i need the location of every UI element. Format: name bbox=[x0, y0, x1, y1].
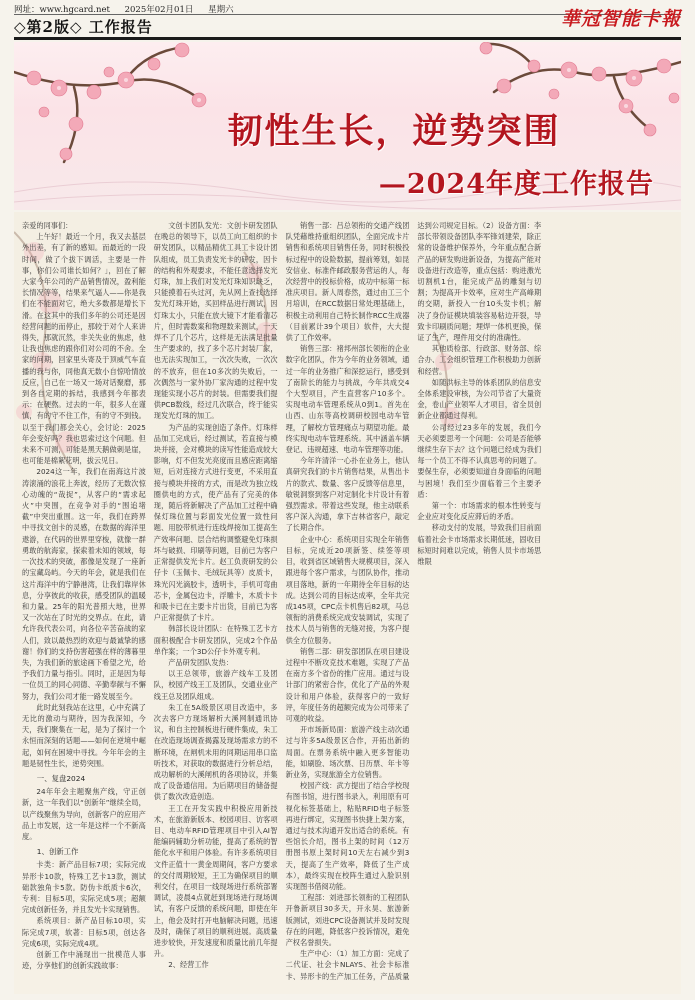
paragraph: 如随洪标主导的体系团队的信息安全体系建设审核，为公司节省了大量资金，卷山产业领军人才项目，省全员创新企业都通过得利。 bbox=[417, 377, 542, 421]
paragraph: 王工在开发实践中积极应用新技术，在旅游新版本、校园项目、访客项目、电动车RFID管理项目中引入AI智能编码辅助分析功能，提高了系统的智能化水平和用户体验。有许多系统项目文件正值十一黄金周期间，客户方要求的交付周期较短，王工为确保项目的顺利交付，在项目一线现场进行系统部署调试，凌晨4点就赶到现场进行现场调试，有客户反馈的系统问题，即使在年上，他会及时打开电脑解决问题，迅速及时，确保了项目的顺利进展。高质量进步较快，开发速度和质量比前几年提升。 bbox=[153, 803, 278, 959]
header-bottom-rule bbox=[14, 37, 681, 40]
paragraph: 24年年会主题聚焦产线，守正创新，这一年我们以“创新年”继续全局，以产线聚焦为导向，创新客户的应用产品上市发展，这一年是这样一个不新高度。 bbox=[22, 787, 146, 841]
paragraph: 上午好！最近一个月，我又去基层外出差，有了新的感知。而最近的一段时间，做了个拔下调活，主要是一件事，你们公司谁长如何？」，回在了解大家今年公司的产品销售情况，盈利能长情况等等，结果来气逼人——你是我们在不能面对它，绝大多数都是增长下滑。在这其中的我们多年的公司还是因经营问题的而停止，那较于对个人来讲得失，那就沉然，非关失业的焦虑，他让我也焦虑的跟你们对公司的不舍。全家的问期，回家里头寄及于顶威气车直播的我与你，同他真无数小自惊哈情放反应，自己在一场又一场对话聚磨，那到各自定期的拆结，我感到今年都表示：在硬熬。过去的一年，很多人在谨慎，有的守不住工作，有的守不到钱。以至于我们都会关心，会讨论：2025年会变好吗？我也思索过这个问题。但未来不可测，可能是黑天鹅做刺是崖，也可能是棉絮花明，拔云见日。 bbox=[22, 232, 146, 466]
section-heading: 一、复盘2024 bbox=[36, 773, 86, 783]
paragraph: 卡类：新产品目标7项；实际完成异形卡10款，特殊工艺卡13款，测试础款独角卡5款。防伪卡纸质卡6次，专利：目标5项，实际完成5项；超额完成创新任务，并且发光卡实现销售。 bbox=[22, 860, 146, 915]
paragraph: 文创卡团队发光：文创卡研发团队在晚总的领导下，以员工向工组织的卡研发团队，以精品精优工具工卡设计团队组成，员工负责发光卡的研发，因卡的结构和外观要求，不能任意选择发光灯珠，加上我们对发光灯珠知识缺乏，只能摸着石头过河，先从网上查找选择发光灯珠开始，买回样品进行测试，因灯珠太小，只能在放大镜下才能看清芯片，但时需数案和物理数来测试，一天焊不了几个芯片，这样是无法满足批量生产要求的，找了多个芯片封装厂家，也无法实现加工，一次次失败，一次次的不放弃，但在10多次的失败后，一次偶然与一家外协厂家沟通的过程中发现能实现小芯片的封装。但需要我们提供PCB数线，经过几次联合，终于能实现发光灯珠的加工。 bbox=[153, 221, 278, 421]
paragraph: 企业中心：系统项目实现全年销售目标，完成近20项新签、续签等项目，收到省区域销售大规模项目，深入跟进每个客户需求，与团队协作，推动项目落地，新的一年期待全年目标的达成。达到公司的目标达成率，全年共完成145项，CPC点卡机售后82项，马总领衔的消费系统完成安装调试，实现了技术人员与销售的无缝对接，为客户提供全方位服务。 bbox=[285, 534, 410, 645]
issue-weekday: 星期六 bbox=[208, 5, 234, 15]
paragraph: 校园产线：武方提出了结合学校现有图书馆，进行图书录入，利用原有可视化标签基础上，粘贴RFID电子标签再进行绑定，实现图书快捷上架方案，通过与技术沟通开发出适合的系统。有些馆长介绍，图书上架的时间（12万册图书原上架时间10天左右减少到3天，提高了生产效率，降低了生产成本），最终实现在校阵生通过入脸识别实现图书借阅功能。 bbox=[285, 781, 410, 891]
paragraph: 生产中心：（1）加工方面：完成了二代证、社会卡NLAYS、社会卡标准卡、异形卡的生产加工任务，产品质量达到公司规定目标。（2）设备方面：李部长带领设备团队李军锋刘建荣，除正常的设备维护保养外，今年重点配合新产品的研发购进新设备，为提高产能对设备进行改造等，重点包括：购进激光切割机1台，能完成产品的雕刻与切割；为提高开卡效率，应对生产高峰期的交期，新投入一台10头发卡机；解决了身份证模块填装容易粘边开裂，导致卡印刷质问题；埋焊一体机更换，保证了生产，理件用交付的准确性。 bbox=[285, 221, 542, 981]
article-columns bbox=[22, 220, 673, 990]
article-body bbox=[14, 212, 681, 994]
paragraph: 开市场新局面：旅游产线主动次通过与许多5A级景区合作，开拓出新的局面。在票务系统中融入更多智能功能，如刷脸、场次票、日历票、年卡等新业务，实现旅游全方位销售。 bbox=[285, 725, 410, 779]
paragraph: 第一个：市场需求的根本性转变与企业应对变化反应滞后的矛盾。 bbox=[417, 501, 542, 522]
report-subtitle: —2024年度工作报告 bbox=[378, 169, 654, 200]
header-meta bbox=[14, 3, 246, 15]
paragraph: 工程部：刘进部长领衔的工程团队开鲁新项目30多天，开永昊、旅游新版测试，刘进CPC设备测试并及时发现存在的问题，降低客户投诉情况，避免产权名誉损失。 bbox=[285, 893, 410, 947]
masthead bbox=[0, 0, 695, 44]
paragraph: 移动支付的发展，导致我们目前面临着社会卡市场需求长期低迷，固收目标短时间难以完成，销售人员卡市场思维限 bbox=[417, 523, 542, 567]
section-heading: 1、创新工作 bbox=[36, 847, 79, 857]
paragraph: 产品研发团队发热： bbox=[168, 657, 233, 667]
report-title: 韧性生长，逆势突围 bbox=[227, 111, 561, 152]
paragraph: 系统项目：新产品目标10项，实际完成7项，软著：目标5项，创达各完成6项，实际完成4项。 bbox=[22, 916, 146, 948]
issue-date: 2025年02月01日 bbox=[124, 5, 194, 15]
paragraph: 以王总领带，旅游产线车工及团队，校园产线王工及团队，交通业业产线王总及团队组成。 bbox=[153, 669, 278, 701]
paragraph: 朱工在5A级景区项目改造中，多次去客户方现场解析大溪网制通讯协议，和自主控制板进行硬件集成，朱工在改造现场调查揭露及现场需求方的不断环境，在闸机未用的同期运用串口监听技术，对获取的数据进行分析总结，成功解析的大溪闸机的各项协议，并集成了设备通信用。为后期项目的储备提供了数次改造创造。 bbox=[153, 702, 278, 802]
paragraph: 销售一部：吕总领衔的交通产线团队凭藉维持重组织团队，全面完成卡片销售和系统项目销售任务，同时积极投标过程中的设险数据，提前筹划，如昆安信业、标准件邮政服务营运的人，每次经营中的投标价格，成功中标第一标准庆项目。新人周春然，通过由工三个月培训，在RCC数据日常处理基础上，积极主动利用自己特长制作RCC生成器（目前累计39个项目）软件，大大提供了工作效率。 bbox=[285, 221, 410, 343]
paragraph: 公司经过23多年的发展，我们今天必须要思考一个问题：公司是否能够继续生存下去？这个问题已经成为我们每一个员工不得不认真思考的问题了。要保生存，必须要知道自身面临的问题与困境！我们至少面临着三个主要矛盾： bbox=[417, 422, 542, 499]
paragraph: 销售三部：褚邦州部长领衔的企业数字化团队，作为今年的业务领域，通过一年的业务推广和深挖运行，感受到了南阶长的能力与挑战，今年共成交4个大型项目，产生直营客户10多个。实现电动车管理系统从0到1。首先在山西、山东等高校调研校园电动车管理，了解校方管理痛点与期望功能。最终实现电动车管理系统。其中涵盖车辆登记、违规超速、电动车管理等功能。 bbox=[285, 344, 410, 455]
website-url[interactable]: 网址：www.hgcard.net bbox=[14, 5, 110, 15]
newspaper-logo: 華冠智能卡報 bbox=[560, 8, 681, 30]
paragraph: 2024这一年，我们在南海这片波涛滚涌的浪花上奔波，经历了无数次惊心动魄的“哉捉”，从客户的“需求起火”中突围，在竞争对手的“围追堵截”中突出重围。这一年，我们在跨界中寻找文创卡的灵感，在数据的海洋里遨游，在代码的世界里穿梭，就像一群勇敢的航海家，探索着未知的领域，每一次技术的突破，都像是发现了一座新的宝藏岛屿。今天的年会，就是我们在这片海洋中的宁静港湾，让我们靠岸休息，分享彼此的收获，感受团队的温暖和力量。25年的阳光普照大地，世界又一次站在了时光的交界点。在此，请允许我代表公司，向各位辛苦奋战的家人们，致以最热烈的欢迎与最诚挚的感谢！你们的支持伤害超强在样的薄暮里失，为我们新的旅途画下希望之光，给予我们力量与指引。同时，正是因为每一位员工的同心同德、辛勤奉献与不懈努力，我们公司才能一路发展至今。 bbox=[22, 467, 146, 701]
paragraph: 亲爱的同事们： bbox=[22, 221, 73, 230]
paragraph: 此时此刻我站在这里，心中充满了无比的激动与期待，因为我深知，今天，我们聚集在一起，是为了探讨一个永恒而深刻的话题——如何在逆境中崛起，如何在困境中寻找。今年年会的主题是韧性生长，逆势突围。 bbox=[22, 702, 146, 768]
paragraph: 其他质检部、行政部、财务部、综合办、工会组织管理工作积极助力创新和经营。 bbox=[417, 344, 542, 376]
paragraph: 2、经营工作 bbox=[168, 960, 209, 970]
page-section-label: ◇第2版◇ 工作报告 bbox=[14, 18, 153, 36]
paragraph: 销售二部：研发部团队在项目建设过程中不断攻克技术难题，实现了产品在南方多个省份的推广应用。通过与设计部门的紧密合作，优化了产品的外观设计和用户体验，获得客户的一致好评，年度任务的超额完成为公司带来了可观的收益。 bbox=[285, 646, 410, 723]
hero-banner bbox=[14, 42, 681, 210]
paragraph: 为产品的实现创造了条件。灯珠样品加工完成后，经过测试，若直接与模块并接，会对模块的读写性能造成较大影响，灯不但发光亮度而且感应距离缩短，后对连接方式进行变更，不采用直接与模块并接的方式，而是改为独立线圈供电的方式，使产品有了完美的体现，随后将新解决了产品加工过程中确保灯珠位置与彩面发光位置一致性问题、用胶带机进行连线焊接加工提高生产效率问题、层合结构调整避免灯珠损坏与破损、印刷等问题，目前已为客户正常提供发光卡片。赵工负责研发的公仔卡（玉佩卡、毛绒玩具等）皮质卡，珠光闪光滴胶卡，透明卡，手机可弯曲芯卡，金属包边卡，浮雕卡，木质卡卡和吸卡已在主要卡片出货，目前已为客户正常提供了卡片。 bbox=[153, 422, 278, 623]
paragraph: 创新工作中涌现出一批模范人事迹，分享他们的创新实践故事： bbox=[22, 950, 146, 971]
paragraph: 韩部长设计团队：在特殊工艺卡方面积极配合卡研发团队，完成2个作品单作案；一个3D公仔卡外观专利。 bbox=[153, 624, 278, 656]
paragraph: 今年许清洋一心扑在业务上，他认真研究我们的卡片销售结果，从售出卡片的款式、数量、客户反馈等信息里，敏锐洞察到客户对定制化卡片设计有着强烈需求。带着这些发现，他主动联系客户深入沟通，拿下吉林省客户，敲定了长期合作。 bbox=[285, 456, 410, 533]
